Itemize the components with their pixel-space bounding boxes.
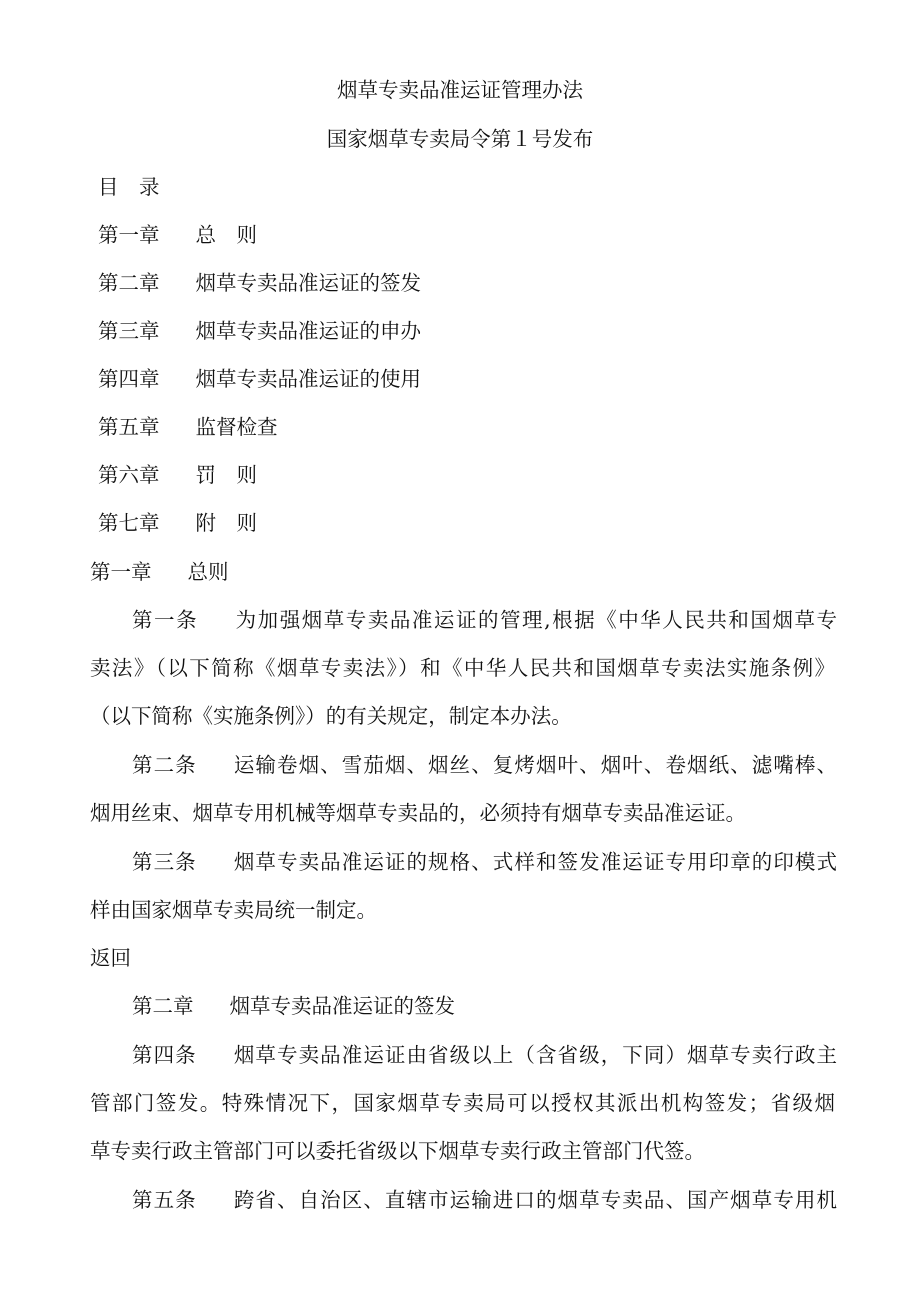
toc-chapter-label: 第四章 (98, 367, 160, 391)
article-text: 为加强烟草专卖品准运证的管理,根据《中华人民共和国烟草专 (234, 608, 837, 632)
article1-line3: （以下简称《实施条例》）的有关规定，制定本办法。 (90, 704, 572, 728)
chapter1-heading (90, 557, 835, 587)
article2-line1 (132, 750, 837, 780)
article-label: 第二条 (132, 753, 197, 777)
article2-line2: 烟用丝束、烟草专用机械等烟草专卖品的，必须持有烟草专卖品准运证。 (90, 801, 746, 825)
toc-chapter-label: 第五章 (98, 415, 160, 439)
back-link[interactable]: 返回 (90, 946, 131, 970)
chapter-label: 第二章 (132, 994, 194, 1018)
toc-chapter-label: 第一章 (98, 223, 160, 247)
toc-chapter-name: 烟草专卖品准运证的签发 (195, 271, 421, 295)
document-title: 烟草专卖品准运证管理办法 (337, 78, 583, 102)
chapter-label: 第一章 (90, 560, 152, 584)
toc-item-1[interactable] (98, 220, 843, 250)
toc-chapter-name: 罚 则 (195, 463, 257, 487)
article-label: 第四条 (132, 1043, 197, 1067)
chapter-name: 总则 (187, 560, 229, 584)
article4-line3: 草专卖行政主管部门可以委托省级以下烟草专卖行政主管部门代签。 (90, 1139, 705, 1163)
toc-item-3[interactable] (98, 316, 843, 346)
toc-heading: 目 录 (98, 175, 160, 199)
article-label: 第一条 (132, 608, 199, 632)
article4-line1 (132, 1040, 837, 1070)
article5-line1 (132, 1185, 837, 1215)
toc-chapter-label: 第七章 (98, 511, 160, 535)
article-text: 跨省、自治区、直辖市运输进口的烟草专卖品、国产烟草专用机 (232, 1188, 837, 1212)
toc-item-2[interactable] (98, 268, 843, 298)
article-label: 第五条 (132, 1188, 197, 1212)
toc-chapter-name: 烟草专卖品准运证的申办 (195, 319, 421, 343)
document-subtitle: 国家烟草专卖局令第１号发布 (326, 127, 594, 151)
article-text: 运输卷烟、雪茄烟、烟丝、复烤烟叶、烟叶、卷烟纸、滤嘴棒、 (232, 753, 837, 777)
article4-line2: 管部门签发。特殊情况下，国家烟草专卖局可以授权其派出机构签发；省级烟 (90, 1091, 835, 1115)
toc-item-5[interactable] (98, 412, 843, 442)
chapter2-heading (132, 991, 837, 1021)
toc-chapter-label: 第六章 (98, 463, 160, 487)
article1-line1 (132, 605, 837, 635)
article1-line2: 卖法》（以下简称《烟草专卖法》）和《中华人民共和国烟草专卖法实施条例》 (90, 656, 835, 680)
toc-chapter-name: 总 则 (195, 223, 257, 247)
article-text: 烟草专卖品准运证的规格、式样和签发准运证专用印章的印模式 (232, 850, 837, 874)
toc-chapter-label: 第二章 (98, 271, 160, 295)
article-label: 第三条 (132, 850, 197, 874)
toc-item-6[interactable] (98, 460, 843, 490)
chapter-name: 烟草专卖品准运证的签发 (229, 994, 455, 1018)
article-text: 烟草专卖品准运证由省级以上（含省级，下同）烟草专卖行政主 (232, 1043, 837, 1067)
toc-item-4[interactable] (98, 364, 843, 394)
toc-item-7[interactable] (98, 508, 843, 538)
article3-line2: 样由国家烟草专卖局统一制定。 (90, 898, 377, 922)
toc-chapter-label: 第三章 (98, 319, 160, 343)
toc-chapter-name: 监督检查 (195, 415, 278, 439)
article3-line1 (132, 847, 837, 877)
toc-chapter-name: 附 则 (195, 511, 257, 535)
toc-chapter-name: 烟草专卖品准运证的使用 (195, 367, 421, 391)
